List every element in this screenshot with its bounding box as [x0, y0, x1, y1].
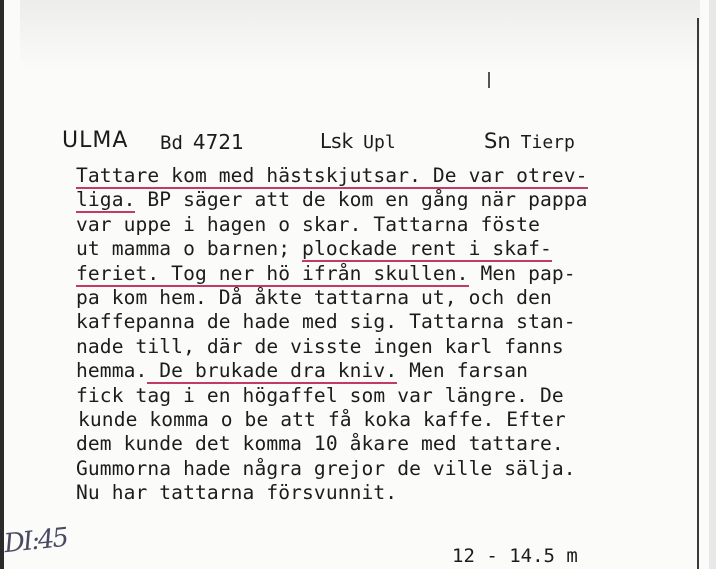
text-segment: fick tag i en högaffel som var längre. De: [76, 383, 564, 407]
measurement-note: 12 - 14.5 m: [452, 545, 578, 567]
underlined-segment: feriet. Tog ner hö ifrån skullen.: [76, 261, 469, 285]
text-line: [76, 384, 686, 408]
text-segment: nade till, där de visste ingen karl fanns: [76, 334, 564, 358]
transcript-body: [76, 164, 686, 505]
text-line: [76, 310, 686, 334]
parish-label: Sn: [484, 129, 511, 153]
card-right-margin: [709, 0, 716, 569]
text-segment: kunde komma o be att få koka kaffe. Efter: [78, 407, 566, 431]
text-segment: var uppe i hagen o skar. Tattarna föste: [76, 212, 540, 236]
text-line: [76, 213, 686, 237]
card-left-edge: [0, 0, 4, 569]
province-label: Lsk: [320, 129, 354, 153]
record-prefix: Bd: [160, 132, 183, 154]
text-line: [76, 457, 686, 481]
archive-stamp: DI:45: [2, 522, 69, 560]
text-line: [76, 481, 686, 505]
text-line: [76, 188, 686, 212]
text-line: [76, 286, 686, 310]
underlined-segment: liga.: [76, 188, 136, 212]
record-id: [160, 130, 244, 154]
scan-smudge: [20, 0, 700, 70]
text-segment: pa kom hem. Då åkte tattarna ut, och den: [76, 285, 552, 309]
parish-field: [484, 129, 575, 153]
text-segment: Nu har tattarna försvunnit.: [76, 481, 398, 505]
parish-value: Tierp: [520, 132, 575, 153]
text-line: [76, 237, 686, 261]
text-segment: Men farsan: [397, 359, 529, 383]
text-line: [76, 335, 686, 359]
text-segment: ut mamma o barnen;: [76, 237, 303, 261]
archive-code: ULMA: [62, 128, 129, 153]
text-line: [76, 432, 686, 456]
text-segment: dem kunde det komma 10 åkare med tattare.: [76, 432, 564, 456]
text-segment: hemma.: [76, 359, 148, 383]
province-field: [320, 129, 396, 153]
text-line: [78, 408, 686, 432]
text-segment: Gummorna hade några grejor de ville sälja.: [76, 456, 576, 480]
text-line: [76, 359, 686, 383]
text-segment: Men pap-: [468, 261, 576, 285]
underlined-segment: De var otrev-: [421, 164, 588, 187]
tick-mark: [488, 72, 490, 88]
record-number: 4721: [192, 130, 244, 154]
text-line: [76, 262, 686, 286]
underlined-segment: plockade rent i skaf-: [302, 237, 552, 261]
province-value: Upl: [363, 132, 396, 153]
text-segment: kaffepanna de hade med sig. Tattarna stan-: [76, 310, 576, 334]
text-segment: BP säger att de kom en gång när pappa: [135, 188, 588, 212]
text-line: [76, 164, 686, 188]
card-right-edge: [697, 18, 699, 569]
card-header: [62, 128, 662, 158]
underlined-segment: Tattare kom med hästskjutsar.: [76, 164, 421, 187]
underlined-segment: De brukade dra kniv.: [147, 359, 398, 383]
